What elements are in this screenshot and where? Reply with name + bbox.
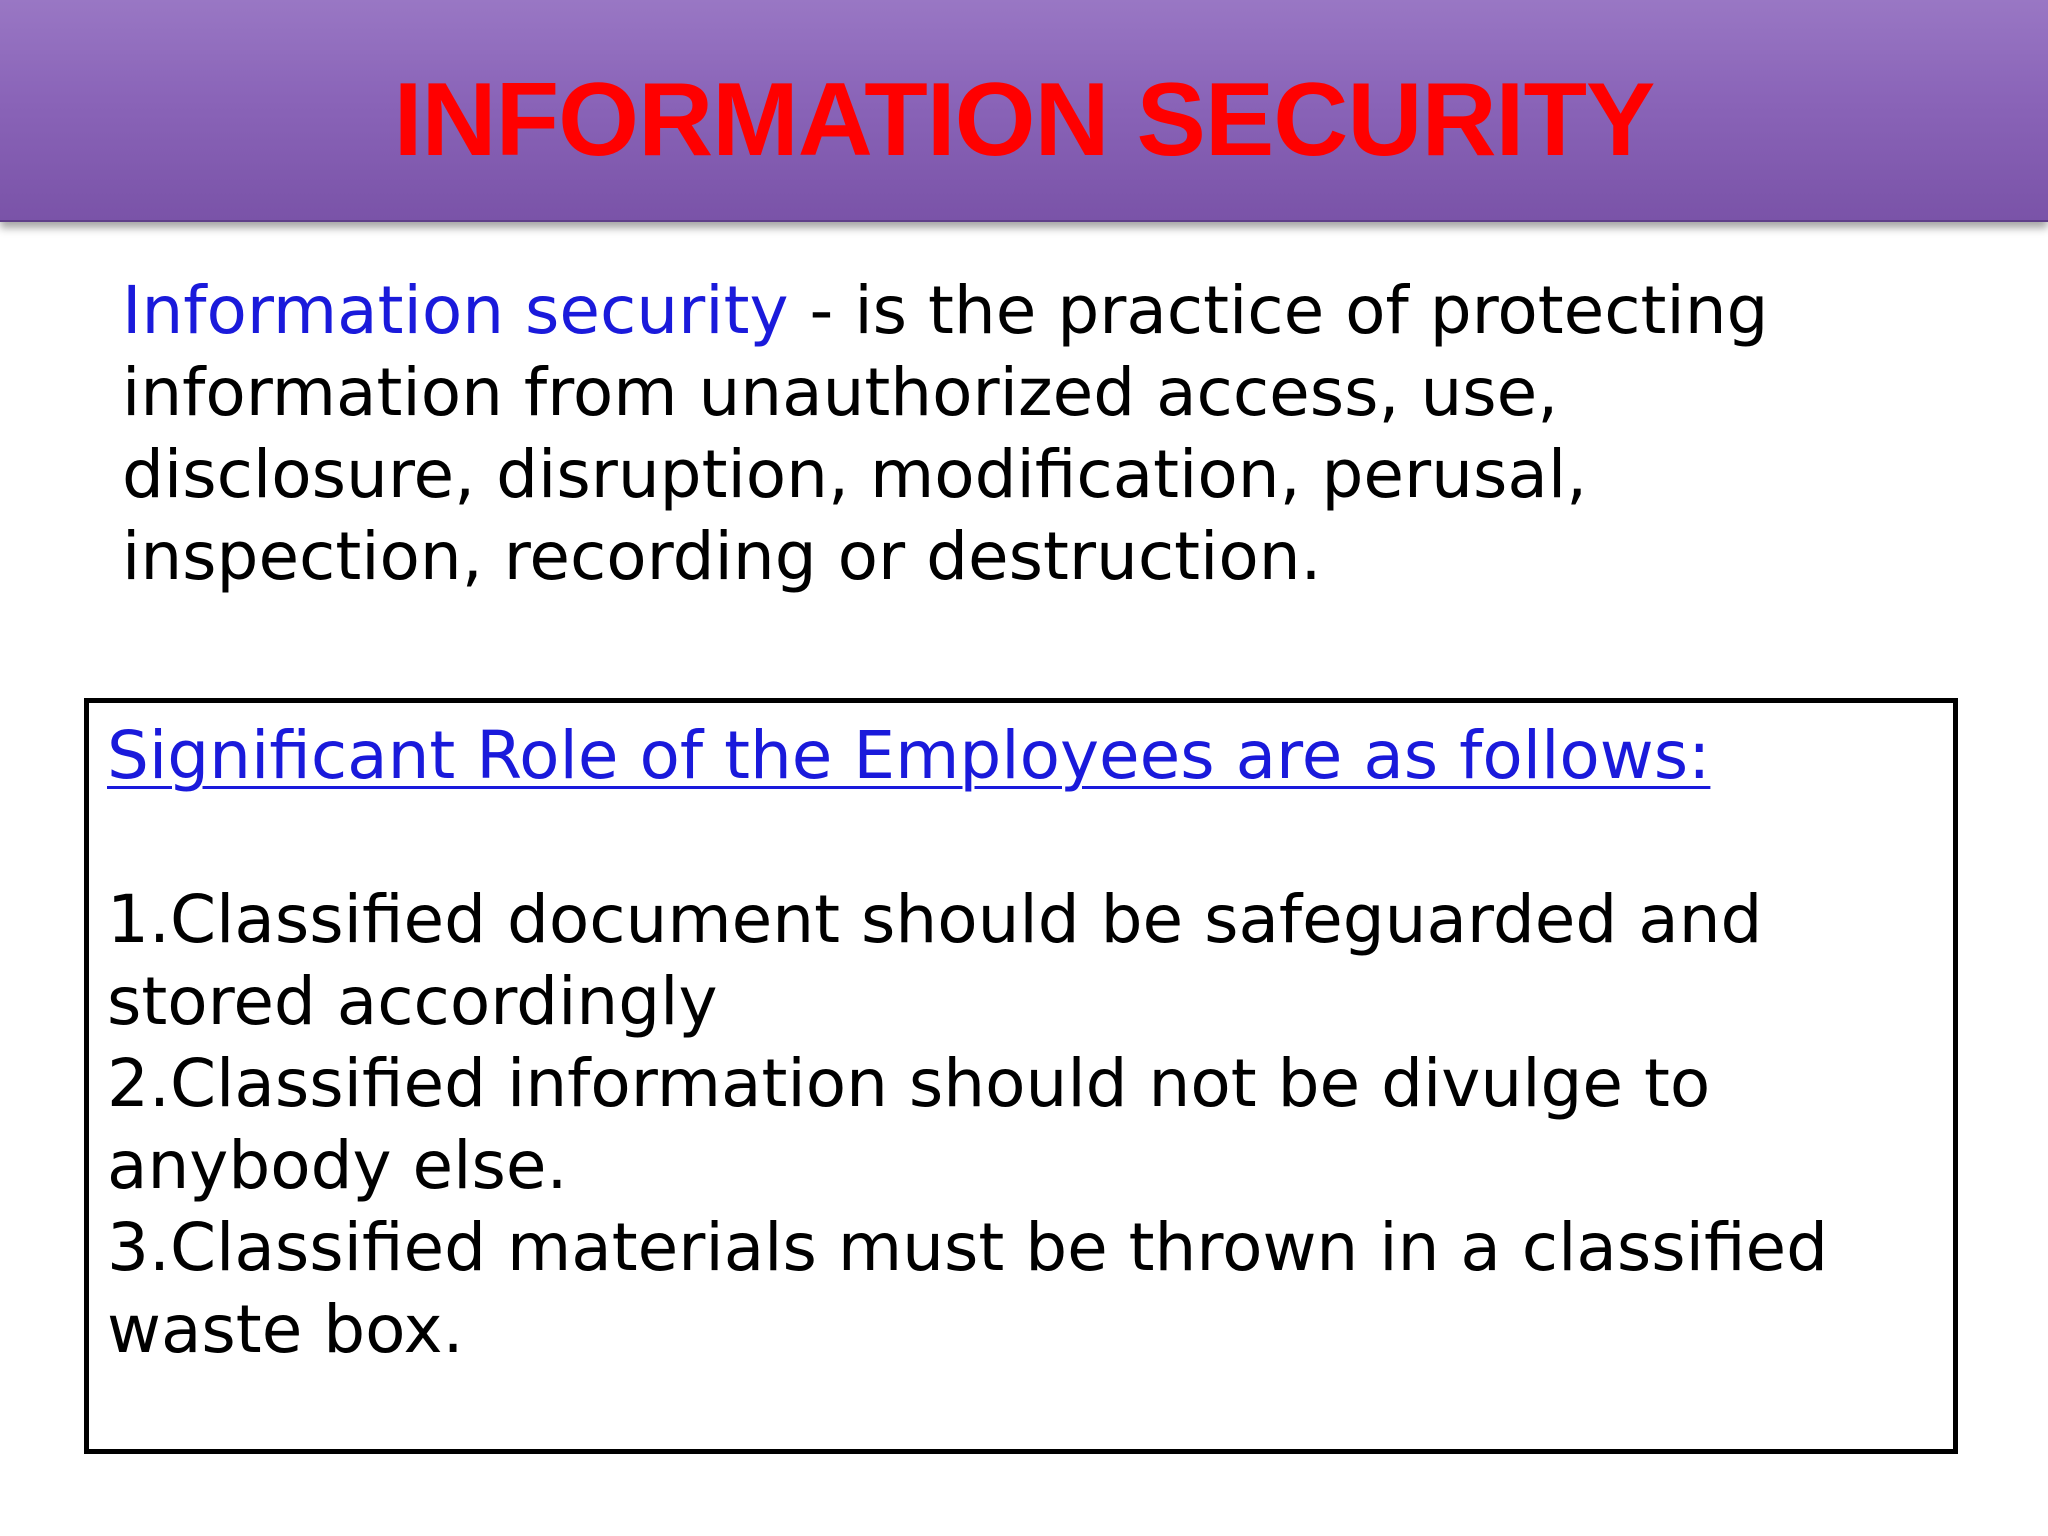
- definition-term: Information security: [122, 272, 789, 349]
- role-item-1: 1.Classified document should be safeguarded and stored accordingly: [107, 881, 1763, 1040]
- employee-roles-box: [84, 698, 1958, 1454]
- slide-title: INFORMATION SECURITY: [393, 62, 1655, 178]
- definition-paragraph: [122, 270, 1922, 598]
- roles-heading: Significant Role of the Employees are as follows:: [107, 717, 1711, 794]
- role-item-2: 2.Classified information should not be divulge to anybody else.: [107, 1045, 1711, 1204]
- role-item-3: 3.Classified materials must be thrown in a classified waste box.: [107, 1209, 1829, 1368]
- definition-text: - is the practice of protecting information from unauthorized access, use, disclosure, disruption, modification, perusal, inspection, recording or destruction.: [122, 272, 1769, 595]
